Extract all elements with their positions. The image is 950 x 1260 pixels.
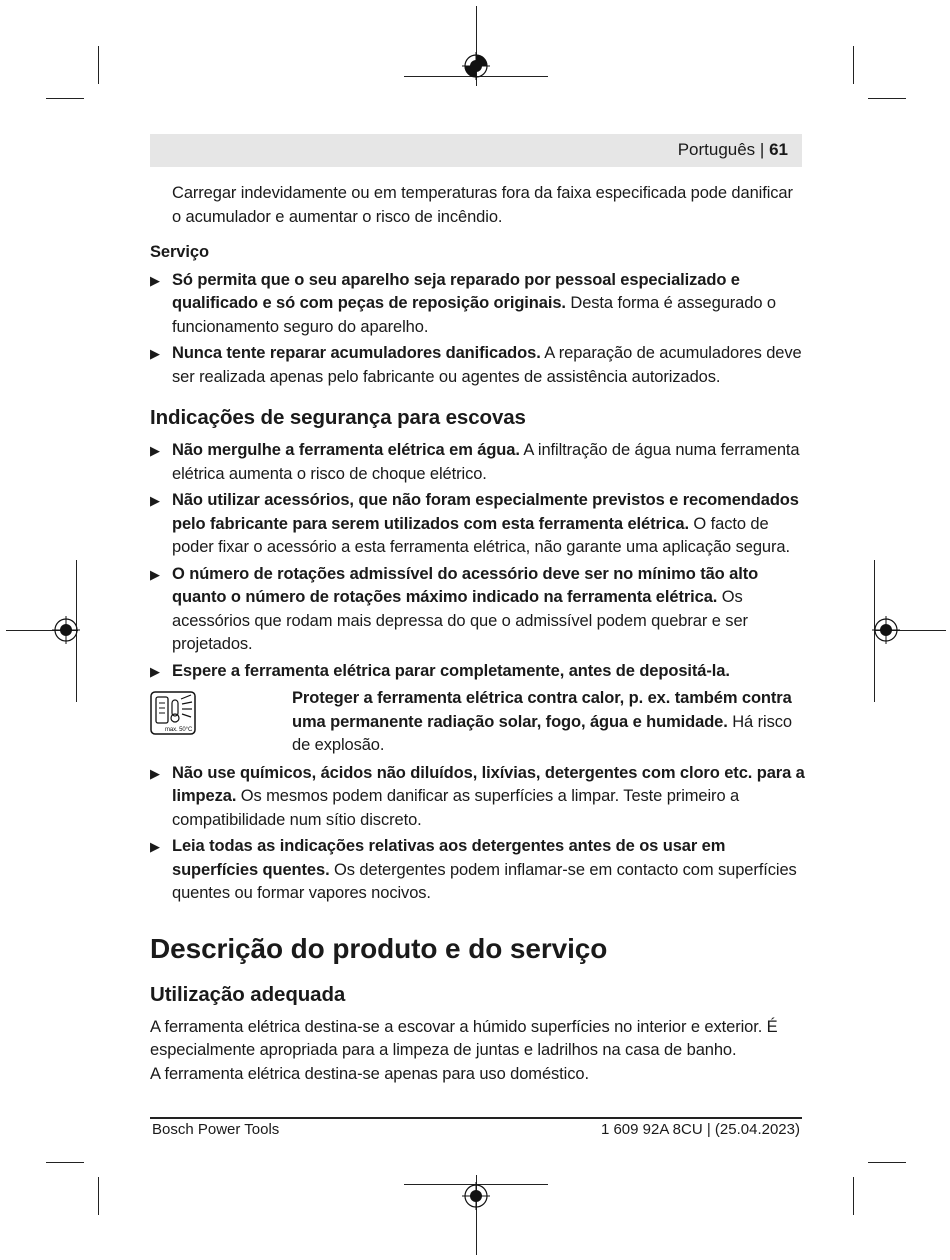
crop-mark xyxy=(98,46,99,84)
crop-mark xyxy=(853,1177,854,1215)
bullet-arrow-icon: ▶ xyxy=(150,443,160,458)
list-item xyxy=(150,563,805,657)
list-item xyxy=(150,835,805,906)
brushes-heading: Indicações de segurança para escovas xyxy=(150,406,526,429)
crop-mark xyxy=(853,46,854,84)
registration-target-icon xyxy=(872,616,900,644)
crop-mark xyxy=(46,98,84,99)
registration-target-icon xyxy=(52,616,80,644)
bullet-arrow-icon: ▶ xyxy=(150,272,160,288)
item-text: O facto de poder fixar o acessório a esta ferramenta elétrica, não garante uma aplicação segura. xyxy=(172,514,790,556)
item-text: A reparação de acumuladores deve ser realizada apenas pelo fabricante ou agentes de assistência autorizados. xyxy=(172,344,802,386)
item-bold: Leia todas as indicações relativas aos detergentes antes de os usar em superfícies quentes. xyxy=(172,837,726,879)
registration-target-icon xyxy=(462,52,490,80)
header-separator: | xyxy=(759,140,765,159)
item-bold: Não utilizar acessórios, que não foram especialmente previstos e recomendados pelo fabricante para serem utilizados com esta ferramenta elétrica. xyxy=(172,491,799,533)
item-text: A infiltração de água numa ferramenta elétrica aumenta o risco de choque elétrico. xyxy=(172,441,800,483)
crop-mark xyxy=(46,1162,84,1163)
page-content xyxy=(150,182,805,1086)
bullet-arrow-icon: ▶ xyxy=(150,765,160,781)
item-text: Os mesmos podem danificar as superfícies a limpar. Teste primeiro a compatibilidade num sítio discreto. xyxy=(172,787,740,829)
item-text: Desta forma é assegurado o funcionamento seguro do aparelho. xyxy=(172,294,776,336)
bullet-arrow-icon: ▶ xyxy=(150,839,160,854)
item-bold: O número de rotações admissível do acessório deve ser no mínimo tão alto quanto o número de rotações máximo indicado na ferramenta elétrica. xyxy=(172,564,759,606)
item-bold: Só permita que o seu aparelho seja reparado por pessoal especializado e qualificado e só com peças de reposição originais. xyxy=(172,270,740,312)
list-item xyxy=(150,439,805,486)
crop-mark xyxy=(868,1162,906,1163)
svg-text:max. 50°C: max. 50°C xyxy=(165,727,193,733)
list-item xyxy=(150,269,805,340)
heat-warning xyxy=(150,687,805,758)
item-bold: Não mergulhe a ferramenta elétrica em água. xyxy=(172,441,520,459)
crop-mark xyxy=(868,98,906,99)
bullet-arrow-icon: ▶ xyxy=(150,566,160,582)
warning-text: Há risco de explosão. xyxy=(292,712,792,754)
service-heading: Serviço xyxy=(150,243,209,261)
page-header xyxy=(150,134,802,167)
bullet-arrow-icon: ▶ xyxy=(150,493,160,508)
list-item xyxy=(150,660,805,684)
item-bold: Nunca tente reparar acumuladores danificados. xyxy=(172,344,541,362)
header-language: Português xyxy=(677,140,756,159)
heat-protection-icon xyxy=(150,691,196,735)
bullet-arrow-icon: ▶ xyxy=(150,346,160,361)
footer-divider xyxy=(150,1117,802,1119)
footer-document-code: 1 609 92A 8CU | (25.04.2023) xyxy=(600,1121,800,1138)
footer-brand: Bosch Power Tools xyxy=(152,1121,280,1138)
item-bold: Não use químicos, ácidos não diluídos, lixívias, detergentes com cloro etc. para a limpeza. xyxy=(172,763,805,805)
list-item xyxy=(150,489,805,560)
intended-use-heading: Utilização adequada xyxy=(150,982,346,1006)
header-label xyxy=(678,140,788,160)
intro-paragraph: Carregar indevidamente ou em temperaturas fora da faixa especificada pode danificar o acumulador e aumentar o risco de incêndio. xyxy=(172,184,793,226)
domestic-use-paragraph: A ferramenta elétrica destina-se apenas para uso doméstico. xyxy=(150,1064,589,1083)
page-number: 61 xyxy=(769,140,788,159)
list-item xyxy=(150,762,805,833)
product-heading: Descrição do produto e do serviço xyxy=(150,932,608,964)
registration-target-icon xyxy=(462,1182,490,1210)
item-text: Os detergentes podem inflamar-se em contacto com superfícies quentes ou formar vapores nocivos. xyxy=(172,860,797,902)
warning-bold: Proteger a ferramenta elétrica contra calor, p. ex. também contra uma permanente radiação solar, fogo, água e humidade. xyxy=(292,689,792,731)
crop-mark xyxy=(98,1177,99,1215)
list-item xyxy=(150,342,805,389)
item-text: Os acessórios que rodam mais depressa do que o admissível podem quebrar e ser projetados. xyxy=(172,588,748,653)
intended-use-paragraph: A ferramenta elétrica destina-se a escovar a húmido superfícies no interior e exterior. É especialmente apropriada para a limpeza de juntas e ladrilhos na casa de banho. xyxy=(150,1017,778,1059)
bullet-arrow-icon: ▶ xyxy=(150,663,160,679)
item-bold: Espere a ferramenta elétrica parar completamente, antes de depositá-la. xyxy=(172,661,730,680)
